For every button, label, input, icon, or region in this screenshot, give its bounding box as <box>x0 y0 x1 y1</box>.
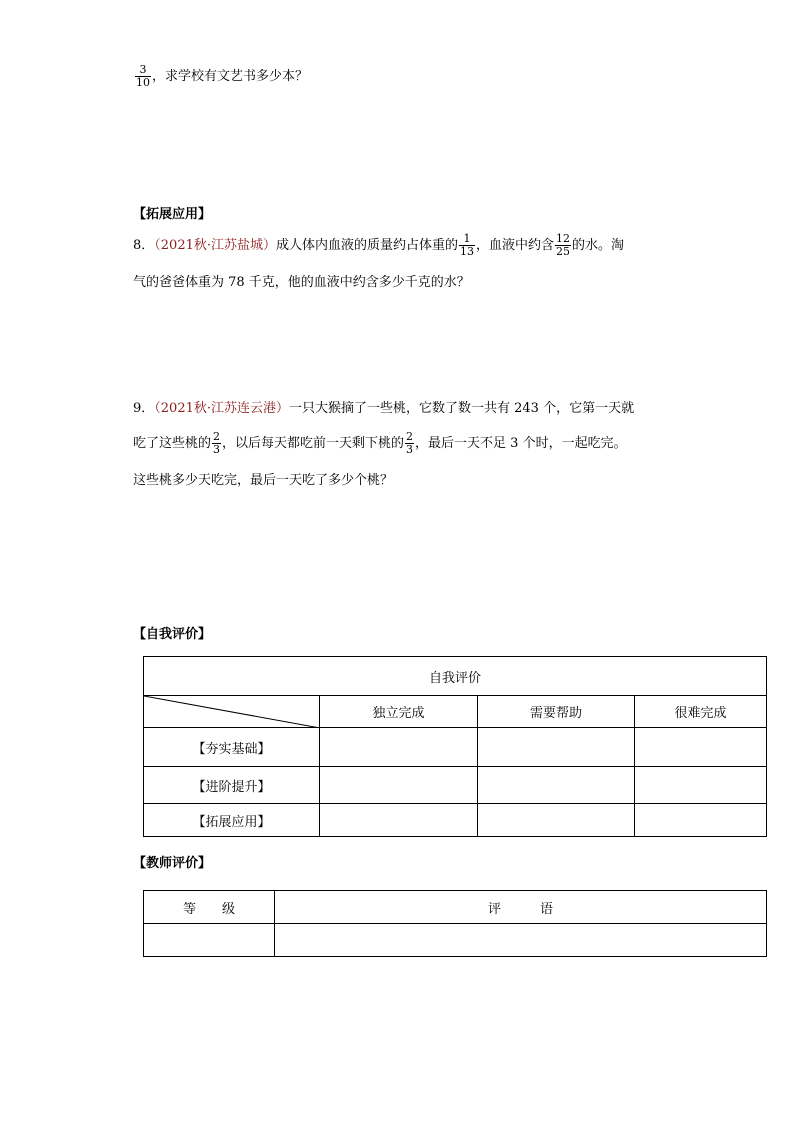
q9-text-2c: ，最后一天不足 3 个时，一起吃完。 <box>415 436 627 451</box>
eval-cell[interactable] <box>320 767 478 804</box>
q7-text: ，求学校有文艺书多少本？ <box>152 69 309 84</box>
q8-source: （2021秋·江苏盐城） <box>154 238 276 253</box>
eval-cell[interactable] <box>635 767 767 804</box>
q8-line-2: 气的爸爸体重为 78 千克，他的血液中约含多少千克的水？ <box>133 275 470 290</box>
section-heading-expand: 【拓展应用】 <box>133 207 212 222</box>
q8-frac2-den: 25 <box>556 245 571 258</box>
self-eval-heading: 【自我评价】 <box>133 627 212 642</box>
q9-fraction-1 <box>212 431 221 456</box>
grade-cell[interactable] <box>144 924 275 957</box>
col-header-need-help: 需要帮助 <box>478 696 635 728</box>
q7-fraction <box>135 64 151 89</box>
q8-line-1 <box>133 233 624 258</box>
q8-text-2: ，血液中约含 <box>476 238 555 253</box>
q9-line-1 <box>133 398 634 420</box>
q7-frac-den: 10 <box>136 76 150 89</box>
q8-fraction-1 <box>459 233 475 258</box>
col-header-independent: 独立完成 <box>320 696 478 728</box>
eval-cell[interactable] <box>635 804 767 837</box>
eval-cell[interactable] <box>320 804 478 837</box>
q9-frac2-num: 2 <box>406 430 414 443</box>
q9-source: （2021秋·江苏连云港） <box>154 401 289 416</box>
self-eval-table-title: 自我评价 <box>144 657 767 696</box>
teacher-eval-table <box>143 890 767 957</box>
eval-cell[interactable] <box>320 728 478 767</box>
eval-cell[interactable] <box>478 728 635 767</box>
diagonal-header-cell <box>144 696 320 728</box>
eval-cell[interactable] <box>478 804 635 837</box>
row-label-basic: 【夯实基础】 <box>144 728 320 767</box>
row-label-expand: 【拓展应用】 <box>144 804 320 837</box>
q7-frac-num: 3 <box>135 64 151 77</box>
q8-text-3: 的水。淘 <box>572 238 625 253</box>
diagonal-line <box>144 696 320 728</box>
teacher-eval-heading: 【教师评价】 <box>133 856 212 871</box>
comment-cell[interactable] <box>275 924 767 957</box>
q8-frac1-num: 1 <box>459 233 475 246</box>
eval-cell[interactable] <box>635 728 767 767</box>
col-header-grade: 等 级 <box>144 891 275 924</box>
q8-text-1: 成人体内血液的质量约占体重的 <box>276 238 459 253</box>
self-eval-table <box>143 656 767 837</box>
q8-number: 8． <box>133 238 155 253</box>
q7-tail-line <box>134 64 308 89</box>
col-header-comment: 评 语 <box>275 891 767 924</box>
q9-text-2b: ，以后每天都吃前一天剩下桃的 <box>222 436 405 451</box>
q9-text-2a: 吃了这些桃的 <box>133 436 212 451</box>
q8-frac1-den: 13 <box>460 245 475 258</box>
row-label-advanced: 【进阶提升】 <box>144 767 320 804</box>
q9-frac1-num: 2 <box>213 430 221 443</box>
q9-text-1: 一只大猴摘了一些桃，它数了数一共有 243 个，它第一天就 <box>289 401 635 416</box>
q9-line-2 <box>133 431 627 456</box>
q8-fraction-2 <box>555 233 571 258</box>
q9-number: 9． <box>133 401 155 416</box>
eval-cell[interactable] <box>478 767 635 804</box>
q9-frac2-den: 3 <box>406 443 414 456</box>
col-header-difficult: 很难完成 <box>635 696 767 728</box>
q9-line-3: 这些桃多少天吃完，最后一天吃了多少个桃？ <box>133 473 394 488</box>
q9-fraction-2 <box>405 431 414 456</box>
q8-frac2-num: 12 <box>556 232 571 245</box>
q9-frac1-den: 3 <box>213 443 221 456</box>
